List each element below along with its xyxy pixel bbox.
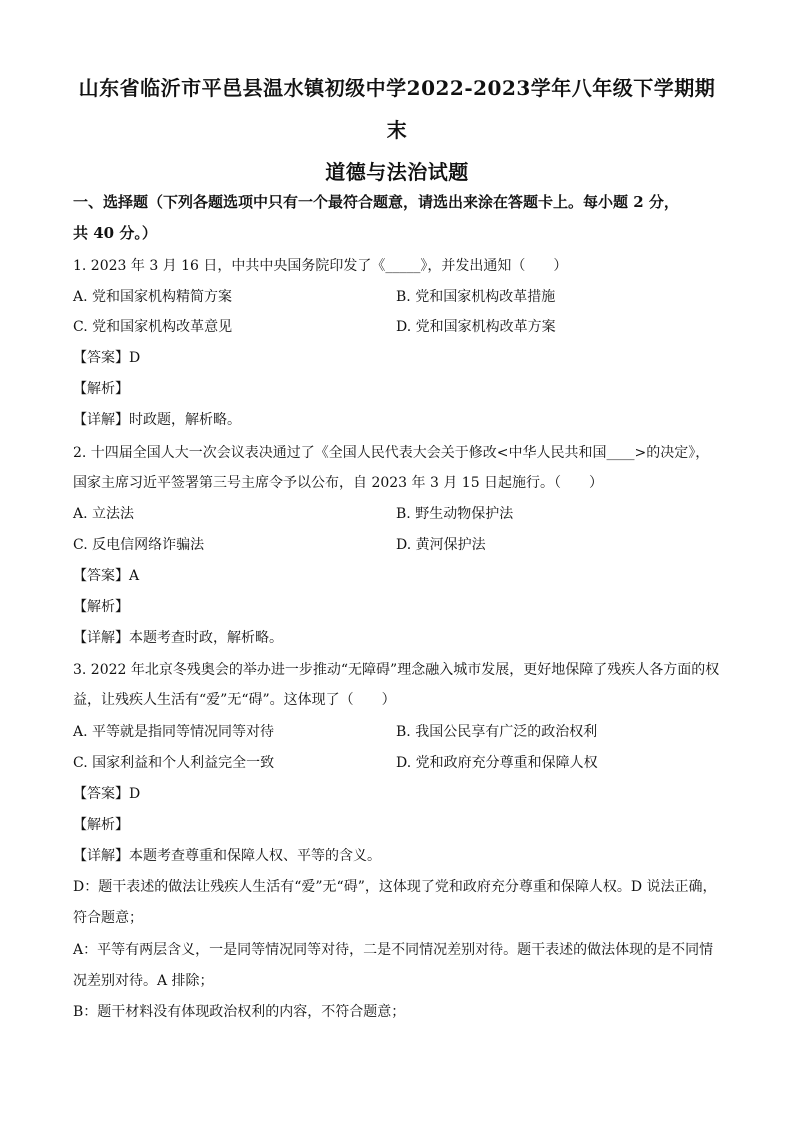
question-3-option-d: D. 党和政府充分尊重和保障人权 xyxy=(396,755,598,771)
question-3-explanation-line: B：题干材料没有体现政治权利的内容，不符合题意； xyxy=(73,1004,406,1020)
question-3-explanation-line: 符合题意； xyxy=(73,910,143,926)
question-3-detail: 【详解】本题考查尊重和保障人权、平等的含义。 xyxy=(73,848,381,864)
question-2-detail: 【详解】本题考查时政，解析略。 xyxy=(73,630,283,646)
question-3-option-c: C. 国家利益和个人利益完全一致 xyxy=(73,755,275,771)
question-3-analysis: 【解析】 xyxy=(73,817,129,833)
question-1-option-c: C. 党和国家机构改革意见 xyxy=(73,319,233,335)
question-2-stem-continued: 国家主席习近平签署第三号主席令予以公布，自 2023 年 3 月 15 日起施行。（ ） xyxy=(73,475,604,491)
question-2-option-d: D. 黄河保护法 xyxy=(396,537,486,553)
question-3-stem: 3. 2022 年北京冬残奥会的举办进一步推动“无障碍”理念融入城市发展，更好地保障了残疾人各方面的权 xyxy=(73,662,720,678)
question-3-stem-continued: 益，让残疾人生活有“爱”无“碍”。这体现了（ ） xyxy=(73,692,396,708)
question-1-stem: 1. 2023 年 3 月 16 日，中共中央国务院印发了《_____》，并发出通知（ ） xyxy=(73,258,568,274)
question-2-stem: 2. 十四届全国人大一次会议表决通过了《全国人民代表大会关于修改<中华人民共和国____>的决定》， xyxy=(73,445,710,461)
question-2-option-a: A. 立法法 xyxy=(73,506,135,522)
question-1-detail: 【详解】时政题，解析略。 xyxy=(73,412,241,428)
question-3-explanation-line: A：平等有两层含义，一是同等情况同等对待，二是不同情况差别对待。题干表述的做法体现的是不同情 xyxy=(73,942,714,958)
question-2-option-b: B. 野生动物保护法 xyxy=(396,506,514,522)
exam-title: 山东省临沂市平邑县温水镇初级中学2022-2023学年八年级下学期期 xyxy=(78,76,716,100)
exam-subtitle: 道德与法治试题 xyxy=(325,160,469,184)
question-1-option-b: B. 党和国家机构改革措施 xyxy=(396,289,556,305)
question-1-answer: 【答案】D xyxy=(73,350,141,366)
question-1-option-d: D. 党和国家机构改革方案 xyxy=(396,319,556,335)
question-2-answer: 【答案】A xyxy=(73,568,140,584)
question-1-option-a: A. 党和国家机构精简方案 xyxy=(73,289,233,305)
exam-title-continued: 末 xyxy=(386,118,408,142)
section-heading-continued: 共 40 分。） xyxy=(73,224,157,242)
question-3-explanation-line: 况差别对待。A 排除； xyxy=(73,973,214,989)
question-2-option-c: C. 反电信网络诈骗法 xyxy=(73,537,205,553)
question-3-answer: 【答案】D xyxy=(73,786,141,802)
question-3-option-a: A. 平等就是指同等情况同等对待 xyxy=(73,724,275,740)
question-3-explanation-line: D：题干表述的做法让残疾人生活有“爱”无“碍”，这体现了党和政府充分尊重和保障人权。D 说法正确， xyxy=(73,879,717,895)
section-heading: 一、选择题（下列各题选项中只有一个最符合题意，请选出来涂在答题卡上。每小题 2 分， xyxy=(73,193,679,211)
question-1-analysis: 【解析】 xyxy=(73,381,129,397)
question-2-analysis: 【解析】 xyxy=(73,599,129,615)
question-3-option-b: B. 我国公民享有广泛的政治权利 xyxy=(396,724,598,740)
